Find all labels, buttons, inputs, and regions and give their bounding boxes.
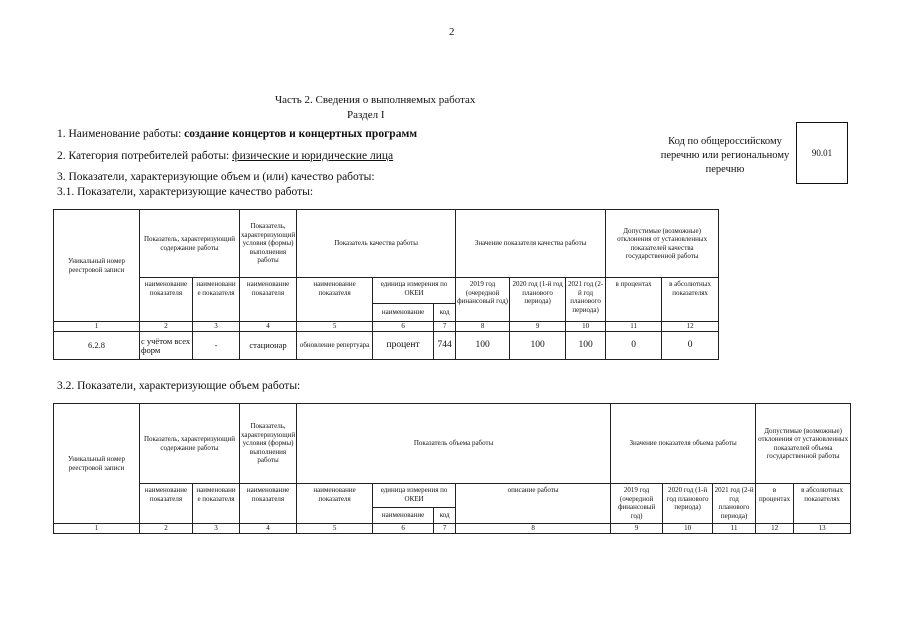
header-percent: в процентах xyxy=(606,278,662,322)
column-number: 11 xyxy=(713,524,756,534)
header-name-3: наименование показателя xyxy=(240,278,297,322)
quality-name-value: обновление репертуара xyxy=(297,332,373,360)
column-number: 13 xyxy=(794,524,851,534)
code-value: 90.01 xyxy=(811,148,833,158)
table-row xyxy=(54,332,719,360)
header-deviation: Допустимые (возможные) отклонения от установленных показателей объема государственной работы xyxy=(756,404,851,484)
header-quality-values: Значение показателя качества работы xyxy=(456,210,606,278)
condition-value: стационар xyxy=(240,332,297,360)
column-number: 11 xyxy=(606,322,662,332)
unit-name-value: процент xyxy=(373,332,434,360)
header-absolute: в абсолютных показателях xyxy=(662,278,719,322)
header-volume-name: наименование показателя xyxy=(297,484,373,524)
column-number: 8 xyxy=(456,524,611,534)
column-number: 1 xyxy=(54,524,140,534)
unit-code-value: 744 xyxy=(434,332,456,360)
column-number: 12 xyxy=(662,322,719,332)
header-unit: единица измерения по ОКЕИ xyxy=(373,484,456,508)
content-value-2: - xyxy=(193,332,240,360)
code-label: Код по общероссийскому перечню или региональному перечню xyxy=(660,136,790,175)
work-name-label: 1. Наименование работы: xyxy=(57,128,185,140)
header-quality-indicator: Показатель качества работы xyxy=(297,210,456,278)
column-number: 3 xyxy=(193,524,240,534)
header-conditions: Показатель, характеризующий условия (формы) выполнения работы xyxy=(240,404,297,484)
column-number: 1 xyxy=(54,322,140,332)
column-number: 8 xyxy=(456,322,510,332)
header-volume-values: Значение показателя объема работы xyxy=(611,404,756,484)
header-content: Показатель, характеризующий содержание работы xyxy=(140,210,240,278)
column-number: 6 xyxy=(373,322,434,332)
volume-table xyxy=(53,403,851,534)
column-number: 9 xyxy=(510,322,566,332)
column-number: 9 xyxy=(611,524,663,534)
column-number: 5 xyxy=(297,322,373,332)
column-number: 2 xyxy=(140,322,193,332)
column-number: 7 xyxy=(434,524,456,534)
header-percent: в процентах xyxy=(756,484,794,524)
header-unit: единица измерения по ОКЕИ xyxy=(373,278,456,304)
header-name-2: наименовани е показателя xyxy=(193,278,240,322)
header-year-2019: 2019 год (очередной финансовый год) xyxy=(456,278,510,322)
volume-title: 3.2. Показатели, характеризующие объем работы: xyxy=(57,380,301,392)
header-unique-number: Уникальный номер реестровой записи xyxy=(54,404,140,524)
header-volume-indicator: Показатель объема работы xyxy=(297,404,611,484)
content-value-1: с учётом всех форм xyxy=(140,332,193,360)
header-year-2020: 2020 год (1-й год планового периода) xyxy=(510,278,566,322)
column-number: 12 xyxy=(756,524,794,534)
column-number: 5 xyxy=(297,524,373,534)
column-number: 4 xyxy=(240,524,297,534)
header-unit-name: наименование xyxy=(373,508,434,524)
header-name-3: наименование показателя xyxy=(240,484,297,524)
part-title: Часть 2. Сведения о выполняемых работах xyxy=(275,94,476,106)
column-number: 7 xyxy=(434,322,456,332)
registry-code: 6.2.8 xyxy=(54,332,140,360)
header-content: Показатель, характеризующий содержание работы xyxy=(140,404,240,484)
value-2021: 100 xyxy=(566,332,606,360)
section-title: Раздел I xyxy=(347,109,385,121)
header-unit-code: код xyxy=(434,508,456,524)
column-number: 4 xyxy=(240,322,297,332)
header-year-2019: 2019 год (очередной финансовый год) xyxy=(611,484,663,524)
header-year-2020: 2020 год (1-й год планового периода) xyxy=(663,484,713,524)
column-number: 3 xyxy=(193,322,240,332)
deviation-absolute: 0 xyxy=(662,332,719,360)
header-name-1: наименование показателя xyxy=(140,484,193,524)
column-numbers-row xyxy=(54,524,851,534)
header-unit-name: наименование xyxy=(373,304,434,322)
column-number: 10 xyxy=(663,524,713,534)
quality-table xyxy=(53,209,719,360)
deviation-percent: 0 xyxy=(606,332,662,360)
category-value: физические и юридические лица xyxy=(232,150,394,162)
quality-title: 3.1. Показатели, характеризующие качество работы: xyxy=(57,186,314,198)
column-number: 6 xyxy=(373,524,434,534)
header-unit-code: код xyxy=(434,304,456,322)
page-number: 2 xyxy=(449,26,455,38)
category-label: 2. Категория потребителей работы: xyxy=(57,150,233,162)
header-year-2021: 2021 год (2-й год планового периода) xyxy=(566,278,606,322)
header-quality-name: наименование показателя xyxy=(297,278,373,322)
value-2020: 100 xyxy=(510,332,566,360)
header-unique-number: Уникальный номер реестровой записи xyxy=(54,210,140,322)
work-name-line xyxy=(57,128,417,140)
header-name-2: наименовани е показателя xyxy=(193,484,240,524)
column-numbers-row xyxy=(54,322,719,332)
code-box xyxy=(796,122,848,184)
value-2019: 100 xyxy=(456,332,510,360)
work-name-value: создание концертов и концертных программ xyxy=(184,128,418,140)
header-name-1: наименование показателя xyxy=(140,278,193,322)
column-number: 2 xyxy=(140,524,193,534)
indicators-title: 3. Показатели, характеризующие объем и (или) качество работы: xyxy=(57,171,375,183)
header-deviation: Допустимые (возможные) отклонения от установленных показателей качества государственной работы xyxy=(606,210,719,278)
category-line xyxy=(57,150,393,162)
column-number: 10 xyxy=(566,322,606,332)
header-absolute: в абсолютных показателях xyxy=(794,484,851,524)
header-conditions: Показатель, характеризующий условия (формы) выполнения работы xyxy=(240,210,297,278)
header-year-2021: 2021 год (2-й год планового периода) xyxy=(713,484,756,524)
header-description: описание работы xyxy=(456,484,611,524)
